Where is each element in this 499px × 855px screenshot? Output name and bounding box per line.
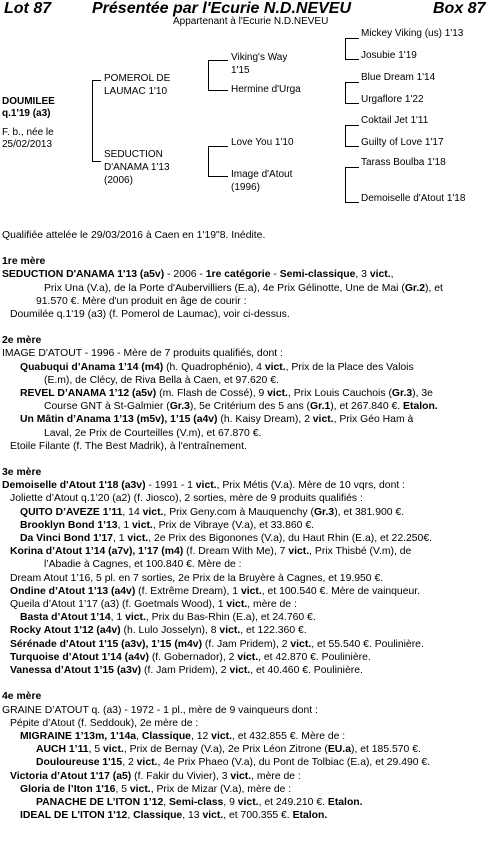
- bold-text: vict.: [132, 519, 153, 531]
- great-grandparent-5: Coktail Jet 1'11: [361, 115, 429, 126]
- text-line: [2, 783, 497, 796]
- dam-dam-line1: Image d'Atout: [231, 169, 293, 180]
- text-segment: (m. Flash de Cossé), 9: [156, 388, 268, 400]
- text-segment: , et 432.855 €. Mère de :: [231, 730, 346, 742]
- bold-text: QUITO D’AVEZE 1’11: [20, 506, 123, 518]
- bold-text: Ondine d’Atout 1’13 (a4v): [10, 585, 136, 597]
- text-segment: , mère de :: [251, 770, 301, 782]
- text-segment: , 5: [115, 783, 130, 795]
- bold-text: AUCH 1’11: [36, 744, 89, 756]
- text-line: [2, 413, 497, 426]
- text-line: [2, 664, 497, 677]
- text-segment: , Prix Thisbé (V.m), de: [309, 546, 412, 558]
- text-line: [2, 440, 497, 453]
- bold-text: SEDUCTION D'ANAMA 1'13 (a5v): [2, 269, 165, 281]
- bold-text: vict.: [129, 783, 151, 795]
- horse-sex-birth-label: F. b., née le: [2, 127, 54, 138]
- text-segment: (f. Extrême Dream), 1: [135, 585, 241, 597]
- dam-dam-line2: (1996): [231, 182, 260, 193]
- bold-text: Gr.3: [169, 401, 190, 413]
- text-segment: , Prix de la Place des Valois: [285, 361, 414, 373]
- bold-text: Da Vinci Bond 1'17: [20, 533, 113, 545]
- text-segment: ,: [127, 810, 134, 822]
- section-spacer: [2, 677, 497, 690]
- text-segment: , 2e Prix des Bigonones (V.a), du Haut Rhin (E.a), et 22.250€.: [148, 533, 432, 545]
- bracket-dam-bottom: [208, 176, 228, 177]
- text-line: [2, 730, 497, 743]
- text-segment: ), et: [425, 282, 443, 294]
- text-segment: ), et 267.840 €.: [330, 401, 404, 413]
- great-grandparent-6: Guilty of Love 1'17: [361, 137, 444, 148]
- text-segment: ,: [163, 796, 169, 808]
- text-line: [2, 545, 497, 558]
- section-heading: 3e mère: [2, 467, 42, 479]
- bracket-dam-top: [208, 146, 228, 147]
- text-line: [2, 624, 497, 637]
- text-line: [2, 704, 497, 717]
- text-line: [2, 492, 497, 505]
- text-segment: 91.570 €. Mère d'un produit en âge de courir :: [36, 295, 247, 307]
- bold-text: Etalon.: [292, 810, 328, 822]
- text-segment: , 4e Prix Phaeo (V.a), du Pont de Tolbiac (E.a), et 29.490 €.: [157, 757, 431, 769]
- bold-text: vict.: [237, 651, 259, 663]
- bracket-dam-vertical: [208, 146, 209, 177]
- text-line: [2, 585, 497, 598]
- text-segment: (f. Dream With Me), 7: [183, 546, 289, 558]
- bracket-sire-top: [208, 60, 228, 61]
- bold-text: EU.a: [327, 744, 351, 756]
- text-segment: Queila d’Atout 1’17 (a3) (f. Goetmals Wood), 1: [10, 599, 227, 611]
- text-segment: , Prix Louis Cauchois (: [287, 388, 392, 400]
- text-line: [2, 809, 497, 822]
- text-segment: -: [270, 269, 280, 281]
- section-spacer: [2, 242, 497, 255]
- box-number: Box 87: [433, 0, 486, 17]
- great-grandparent-2: Josubie 1'19: [361, 50, 417, 61]
- family-notes: [2, 229, 497, 822]
- text-segment: , Prix de Bernay (V.a), 2e Prix Léon Zitrone (: [123, 744, 328, 756]
- text-segment: , et 122.360 €.: [240, 625, 307, 637]
- bold-text: Quabuqui d’Anama 1’14 (m4): [20, 361, 164, 373]
- section-spacer: [2, 321, 497, 334]
- text-segment: , et 100.540 €. Mère de vainqueur.: [261, 585, 421, 597]
- bold-text: Basta d’Atout 1’14: [20, 612, 111, 624]
- bold-text: Victoria d’Atout 1'17 (a5): [10, 770, 132, 782]
- text-segment: , et 42.870 €. Poulinière.: [258, 651, 371, 663]
- bold-text: vict.: [142, 506, 164, 518]
- bold-text: vict.: [229, 665, 251, 677]
- bold-text: Gloria de l’Iton 1'16: [20, 783, 116, 795]
- bold-text: vict.: [264, 361, 286, 373]
- text-line: [2, 400, 497, 413]
- horse-birth-date: 25/02/2013: [2, 139, 53, 150]
- text-line: [2, 427, 497, 440]
- text-segment: ), 5e Critérium des 5 ans (: [189, 401, 311, 413]
- text-segment: ), et 185.570 €.: [350, 744, 421, 756]
- text-line: [2, 558, 497, 571]
- text-segment: - 1991 - 1: [145, 480, 196, 492]
- text-segment: - 2006 -: [164, 269, 206, 281]
- bold-text: Classique: [141, 730, 191, 742]
- bold-text: Rocky Atout 1'12 (a4v): [10, 625, 121, 637]
- text-segment: , 3: [355, 269, 370, 281]
- lot-number: Lot 87: [4, 0, 52, 17]
- section-heading: 1re mère: [2, 256, 46, 268]
- text-line: [2, 611, 497, 624]
- text-line: [2, 387, 497, 400]
- bold-text: vict.: [211, 730, 232, 742]
- text-segment: Pépite d’Atout (f. Seddouk), 2e mère de :: [10, 717, 199, 729]
- sire-name-line1: POMEROL DE: [104, 73, 171, 84]
- text-segment: , et 55.540 €. Poulinière.: [311, 638, 424, 650]
- text-line: [2, 361, 497, 374]
- text-segment: , Prix Geny.com à Mauquenchy (: [163, 506, 314, 518]
- great-grandparent-7: Tarass Boulba 1'18: [361, 157, 446, 168]
- text-line: [2, 638, 497, 651]
- bold-text: vict.: [136, 757, 158, 769]
- text-line: [2, 717, 497, 730]
- text-segment: , 9: [223, 796, 238, 808]
- bracket-g3-b-top: [345, 82, 359, 83]
- text-line: [2, 506, 497, 519]
- bold-text: Classique: [133, 810, 183, 822]
- text-segment: Joliette d’Atout q.1’20 (a2) (f. Jiosco), 2 sorties, mère de 9 produits qualifiés :: [10, 493, 363, 505]
- text-line: [2, 796, 497, 809]
- text-segment: Prix Una (V.a), de la Porte d'Aubervilliers (E.a), 4e Prix Gélinotte, Une de Mai (: [44, 282, 405, 294]
- bracket-gen1-bottom: [92, 161, 101, 162]
- text-line: [2, 756, 497, 769]
- text-line: [2, 268, 497, 281]
- text-segment: (h. Lulo Josselyn), 8: [120, 625, 220, 637]
- text-segment: , et 700.355 €.: [223, 810, 293, 822]
- bracket-g3-d-top: [345, 167, 359, 168]
- presented-by-title: Présentée par l'Ecurie N.D.NEVEU: [92, 0, 352, 17]
- bold-text: vict.: [312, 414, 334, 426]
- text-segment: , 1: [112, 533, 128, 545]
- bold-text: MIGRAINE 1’13m, 1’14a: [20, 730, 137, 742]
- text-line: [2, 651, 497, 664]
- section-spacer: [2, 453, 497, 466]
- bold-text: Korina d’Atout 1’14 (a7v), 1’17 (m4): [10, 546, 184, 558]
- bracket-g3-c-top: [345, 125, 359, 126]
- sire-sire-line1: Viking's Way: [231, 52, 288, 63]
- great-grandparent-1: Mickey Viking (us) 1'13: [361, 28, 464, 39]
- bold-text: Douloureuse 1'15: [36, 757, 123, 769]
- bracket-gen1-vertical: [92, 80, 93, 162]
- text-segment: ), et 381.900 €.: [334, 506, 405, 518]
- bracket-g3-b-vertical: [345, 82, 346, 104]
- bold-text: Demoiselle d'Atout 1'18 (a3v): [2, 480, 146, 492]
- text-segment: ,: [390, 269, 394, 281]
- text-segment: ,: [136, 730, 142, 742]
- text-segment: , et 40.460 €. Poulinière.: [250, 665, 363, 677]
- text-segment: , 12: [190, 730, 212, 742]
- text-line: [2, 229, 497, 242]
- text-segment: (f. Jam Pridem), 2: [202, 638, 291, 650]
- bold-text: Gr.1: [310, 401, 331, 413]
- bracket-g3-d-bottom: [345, 202, 359, 203]
- text-line: [2, 479, 497, 492]
- text-line: [2, 519, 497, 532]
- bold-text: Gr.2: [404, 282, 426, 294]
- bold-text: vict.: [127, 533, 149, 545]
- text-segment: ), 3e: [412, 388, 433, 400]
- bracket-g3-c-bottom: [345, 146, 359, 147]
- bold-text: Semi-class: [169, 796, 224, 808]
- text-line: [2, 282, 497, 295]
- text-segment: , 1: [110, 612, 126, 624]
- bold-text: Etalon.: [327, 796, 363, 808]
- text-line: [2, 598, 497, 611]
- text-segment: Qualifiée attelée le 29/03/2016 à Caen en 1'19"8. Inédite.: [2, 230, 266, 241]
- text-segment: , mère de :: [247, 599, 297, 611]
- bold-text: vict.: [195, 480, 217, 492]
- bold-text: PANACHE DE L’ITON 1’12: [36, 796, 164, 808]
- horse-name: DOUMILEE: [2, 96, 55, 107]
- text-segment: Laval, 2e Prix de Courteilles (V.m), et 67.870 €.: [44, 427, 262, 439]
- bracket-g3-b-bottom: [345, 103, 359, 104]
- bold-text: vict.: [369, 269, 391, 281]
- text-segment: , 14: [122, 506, 143, 518]
- bracket-g3-a-top: [345, 38, 359, 39]
- bold-text: Gr.3: [391, 388, 413, 400]
- bold-text: vict.: [219, 625, 241, 637]
- text-segment: (f. Fakir du Vivier), 3: [131, 770, 231, 782]
- bold-text: vict.: [267, 388, 288, 400]
- text-line: [2, 374, 497, 387]
- text-segment: (E.m), de Clécy, de Riva Bella à Caen, et 97.620 €.: [44, 374, 279, 386]
- bold-text: IDEAL DE L'ITON 1'12: [20, 810, 128, 822]
- text-segment: , Prix de Vibraye (V.a), et 33.860 €.: [152, 519, 314, 531]
- text-segment: , Prix Géo Ham à: [333, 414, 414, 426]
- bracket-gen1-top: [92, 80, 101, 81]
- bold-text: vict.: [240, 585, 262, 597]
- owner-line: Appartenant à l'Ecurie N.D.NEVEU: [173, 16, 329, 27]
- dam-name-line2: D'ANAMA 1'13: [104, 162, 170, 173]
- dam-name-line1: SEDUCTION: [104, 149, 163, 160]
- bold-text: vict.: [103, 744, 124, 756]
- text-line: [2, 295, 497, 308]
- bold-text: Etalon.: [403, 401, 438, 413]
- text-segment: Course GNT à St-Galmier (: [44, 401, 170, 413]
- section-heading: 2e mère: [2, 335, 42, 347]
- text-line: [2, 308, 497, 321]
- text-segment: GRAINE D’ATOUT q. (a3) - 1972 - 1 pl., mère de 9 vainqueurs dont :: [2, 704, 318, 716]
- text-segment: , 1: [117, 519, 133, 531]
- text-segment: , 2: [122, 757, 137, 769]
- bold-text: Un Mâtin d’Anama 1’13 (m5v), 1’15 (a4v): [20, 414, 218, 426]
- bold-text: Gr.3: [313, 506, 335, 518]
- text-segment: , Prix de Mizar (V.a), mère de :: [150, 783, 292, 795]
- bold-text: vict.: [288, 546, 310, 558]
- bold-text: REVEL D’ANAMA 1’12 (a5v): [20, 388, 157, 400]
- bold-text: 1re catégorie: [205, 269, 271, 281]
- bold-text: vict.: [125, 612, 146, 624]
- text-segment: (h. Quadrophénio), 4: [163, 361, 265, 373]
- text-line: [2, 347, 497, 360]
- bold-text: vict.: [202, 810, 224, 822]
- sire-sire-line2: 1'15: [231, 65, 250, 76]
- sire-dam-name: Hermine d'Urga: [231, 84, 301, 95]
- text-segment: , et 249.210 €.: [258, 796, 328, 808]
- bracket-g3-a-vertical: [345, 38, 346, 60]
- bold-text: vict.: [230, 770, 252, 782]
- bracket-g3-d-vertical: [345, 167, 346, 203]
- text-segment: Dream Atout 1’16, 5 pl. en 7 sorties, 2e Prix de la Bruyère à Cagnes, et 19.950 €.: [10, 572, 384, 584]
- great-grandparent-8: Demoiselle d'Atout 1'18: [361, 193, 466, 204]
- sire-name-line2: LAUMAC 1'10: [104, 86, 168, 97]
- text-segment: , Prix Métis (V.a). Mère de 10 vqrs, dont :: [216, 480, 406, 492]
- dam-birth-year: (2006): [104, 175, 133, 186]
- bracket-g3-a-bottom: [345, 59, 359, 60]
- text-segment: (f. Gobernador), 2: [148, 651, 238, 663]
- section-heading: 4e mère: [2, 691, 42, 703]
- text-segment: , 5: [88, 744, 104, 756]
- great-grandparent-3: Blue Dream 1'14: [361, 72, 436, 83]
- bracket-g3-c-vertical: [345, 125, 346, 147]
- text-segment: , 13: [182, 810, 203, 822]
- bold-text: Turquoise d’Atout 1’14 (a4v): [10, 651, 149, 663]
- bold-text: vict.: [237, 796, 259, 808]
- bold-text: vict.: [226, 599, 248, 611]
- text-line: [2, 770, 497, 783]
- text-line: [2, 743, 497, 756]
- dam-sire-name: Love You 1'10: [231, 137, 294, 148]
- text-segment: IMAGE D'ATOUT - 1996 - Mère de 7 produits qualifiés, dont :: [2, 348, 283, 360]
- text-segment: , Prix du Bas-Rhin (E.a), et 24.760 €.: [145, 612, 316, 624]
- text-segment: l’Abadie à Cagnes, et 100.840 €. Mère de :: [44, 559, 242, 571]
- bracket-sire-bottom: [208, 90, 228, 91]
- text-segment: (h. Kaisy Dream), 2: [217, 414, 313, 426]
- text-segment: Etoile Filante (f. The Best Madrik), à l'entraînement.: [10, 440, 247, 452]
- bracket-sire-vertical: [208, 60, 209, 91]
- bold-text: Vanessa d’Atout 1’15 (a3v): [10, 665, 142, 677]
- text-segment: Doumilée q.1'19 (a3) (f. Pomerol de Laumac), voir ci-dessus.: [10, 309, 290, 321]
- bold-text: vict.: [290, 638, 312, 650]
- text-line: [2, 532, 497, 545]
- text-segment: (f. Jam Pridem), 2: [141, 665, 230, 677]
- text-line: [2, 572, 497, 585]
- bold-text: Semi-classique: [279, 269, 356, 281]
- horse-record: q.1'19 (a3): [2, 108, 51, 119]
- great-grandparent-4: Urgaflore 1'22: [361, 94, 424, 105]
- bold-text: Sérénade d'Atout 1'15 (a3v), 1’15 (m4v): [10, 638, 203, 650]
- bold-text: Brooklyn Bond 1’13: [20, 519, 118, 531]
